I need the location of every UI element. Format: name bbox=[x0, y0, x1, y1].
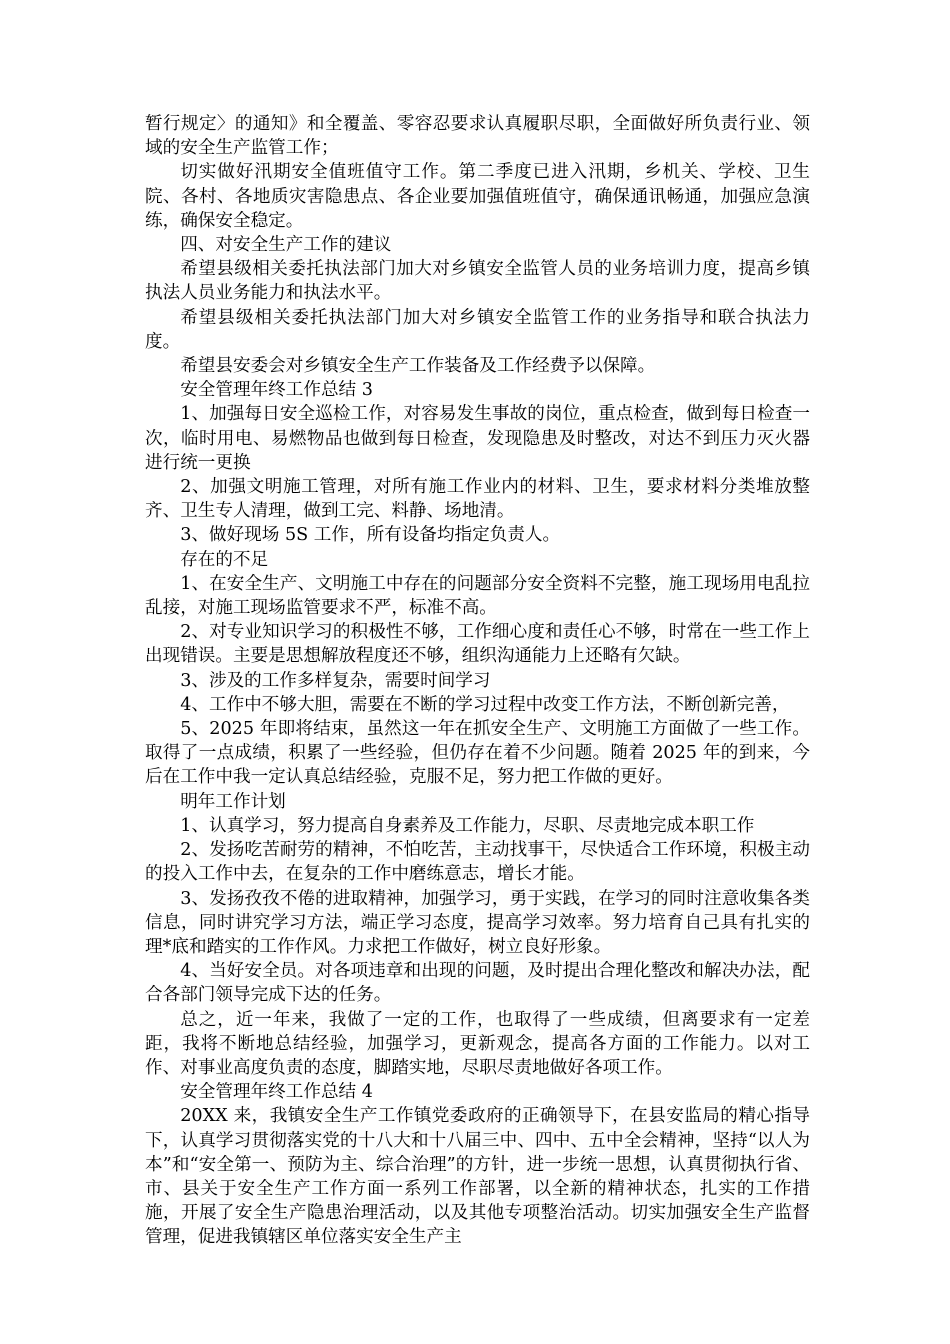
list-item-shortcoming-5: 5、2025 年即将结束，虽然这一年在抓安全生产、文明施工方面做了一些工作。取得了一点成绩，积累了一些经验，但仍存在着不少问题。随着 2025 年的到来，今后在工作中我一定认真总结经验，克服不足，努力把工作做的更好。 bbox=[145, 719, 810, 788]
list-item-shortcoming-2: 2、对专业知识学习的积极性不够，工作细心度和责任心不够，时常在一些工作上出现错误。主要是思想解放程度还不够，组织沟通能力上还略有欠缺。 bbox=[145, 622, 810, 667]
section-heading-suggestions: 四、对安全生产工作的建议 bbox=[180, 235, 392, 256]
list-item-5s: 3、做好现场 5S 工作，所有设备均指定负责人。 bbox=[180, 525, 561, 546]
list-item-shortcoming-3: 3、涉及的工作多样复杂，需要时间学习 bbox=[180, 670, 491, 691]
section-heading-summary-3: 安全管理年终工作总结 3 bbox=[180, 380, 373, 401]
list-item-plan-2: 2、发扬吃苦耐劳的精神，不怕吃苦，主动找事干，尽快适合工作环境，积极主动的投入工作中去，在复杂的工作中磨练意志，增长才能。 bbox=[145, 840, 810, 885]
paragraph-suggestion-guidance: 希望县级相关委托执法部门加大对乡镇安全监管工作的业务指导和联合执法力度。 bbox=[145, 307, 810, 352]
list-item-civilized-construction: 2、加强文明施工管理，对所有施工作业内的材料、卫生，要求材料分类堆放整齐、卫生专人清理，做到工完、料静、场地清。 bbox=[145, 477, 810, 522]
paragraph-flood-duty: 切实做好汛期安全值班值守工作。第二季度已进入汛期，乡机关、学校、卫生院、各村、各地质灾害隐患点、各企业要加强值班值守，确保通讯畅通，加强应急演练，确保安全稳定。 bbox=[145, 162, 810, 231]
list-item-plan-1: 1、认真学习，努力提高自身素养及工作能力，尽职、尽责地完成本职工作 bbox=[180, 815, 755, 836]
paragraph-continuation: 暂行规定〉的通知》和全覆盖、零容忍要求认真履职尽职，全面做好所负责行业、领域的安全生产监管工作； bbox=[145, 114, 810, 159]
section-heading-summary-4: 安全管理年终工作总结 4 bbox=[180, 1082, 373, 1103]
document-body bbox=[145, 112, 810, 1250]
section-heading-shortcomings: 存在的不足 bbox=[180, 549, 269, 570]
paragraph-summary-4-intro: 20XX 来，我镇安全生产工作镇党委政府的正确领导下，在县安监局的精心指导下，认真学习贯彻落实党的十八大和十八届三中、四中、五中全会精神，坚持“以人为本”和“安全第一、预防为主、综合治理”的方针，进一步统一思想，认真贯彻执行省、市、县关于安全生产工作方面一系列工作部署，以全新的精神状态，扎实的工作措施，开展了安全生产隐患治理活动，以及其他专项整治活动。切实加强安全生产监督管理，促进我镇辖区单位落实安全生产主 bbox=[145, 1106, 810, 1248]
list-item-plan-3: 3、发扬孜孜不倦的进取精神，加强学习，勇于实践，在学习的同时注意收集各类信息，同时讲究学习方法，端正学习态度，提高学习效率。努力培育自己具有扎实的理*底和踏实的工作作风。力求把工作做好，树立良好形象。 bbox=[145, 888, 810, 957]
section-heading-next-year-plan: 明年工作计划 bbox=[180, 791, 286, 812]
paragraph-suggestion-training: 希望县级相关委托执法部门加大对乡镇安全监管人员的业务培训力度，提高乡镇执法人员业务能力和执法水平。 bbox=[145, 259, 810, 304]
list-item-shortcoming-1: 1、在安全生产、文明施工中存在的问题部分安全资料不完整，施工现场用电乱拉乱接，对施工现场监管要求不严，标准不高。 bbox=[145, 573, 810, 619]
paragraph-conclusion: 总之，近一年来，我做了一定的工作，也取得了一些成绩，但离要求有一定差距，我将不断地总结经验，加强学习，更新观念，提高各方面的工作能力。以对工作、对事业高度负责的态度，脚踏实地，尽职尽责地做好各项工作。 bbox=[145, 1009, 810, 1078]
list-item-plan-4: 4、当好安全员。对各项违章和出现的问题，及时提出合理化整改和解决办法，配合各部门领导完成下达的任务。 bbox=[145, 961, 810, 1006]
list-item-daily-inspection: 1、加强每日安全巡检工作，对容易发生事故的岗位，重点检查，做到每日检查一次，临时用电、易燃物品也做到每日检查，发现隐患及时整改，对达不到压力灭火器进行统一更换 bbox=[145, 404, 810, 473]
paragraph-suggestion-funding: 希望县安委会对乡镇安全生产工作装备及工作经费予以保障。 bbox=[180, 356, 656, 377]
list-item-shortcoming-4: 4、工作中不够大胆，需要在不断的学习过程中改变工作方法，不断创新完善， bbox=[180, 694, 790, 715]
